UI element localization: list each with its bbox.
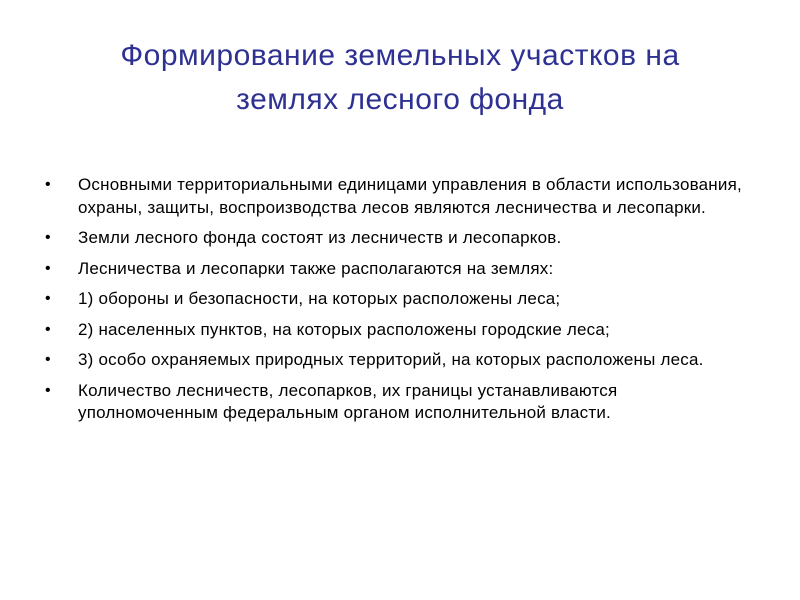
- slide-title-line-2: землях лесного фонда: [236, 83, 564, 116]
- list-item: [42, 319, 762, 342]
- bullet-icon: •: [45, 176, 51, 193]
- bullet-icon: •: [45, 229, 51, 246]
- list-item-text: 2) населенных пунктов, на которых расположены городские леса;: [78, 319, 610, 339]
- list-item: [42, 227, 762, 250]
- list-item-text: Основными территориальными единицами управления в области использования, охраны, защиты, воспроизводства лесов являются лесничества и лесопарки.: [78, 175, 742, 217]
- list-item: [42, 258, 762, 281]
- list-item: [42, 174, 762, 219]
- bullet-icon: •: [45, 381, 51, 399]
- list-item: [42, 380, 762, 425]
- list-item: [42, 288, 762, 311]
- list-item: [42, 349, 762, 372]
- list-item-text: Количество лесничеств, лесопарков, их границы устанавливаются уполномоченным федеральным органом исполнительной власти.: [78, 380, 618, 422]
- bullet-icon: •: [45, 259, 51, 277]
- list-item-text: Земли лесного фонда состоят из лесничеств и лесопарков.: [78, 228, 562, 247]
- bullet-icon: •: [45, 290, 51, 307]
- list-item-text: 3) особо охраняемых природных территорий, на которых расположены леса.: [78, 350, 704, 369]
- list-item-text: Лесничества и лесопарки также располагаются на землях:: [78, 258, 554, 278]
- list-item-text: 1) обороны и безопасности, на которых расположены леса;: [78, 289, 561, 308]
- bullet-icon: •: [45, 351, 51, 368]
- bullet-icon: •: [45, 320, 51, 338]
- bullet-list: [42, 174, 762, 433]
- slide-title: [40, 34, 760, 122]
- slide-title-line-1: Формирование земельных участков на: [120, 39, 680, 72]
